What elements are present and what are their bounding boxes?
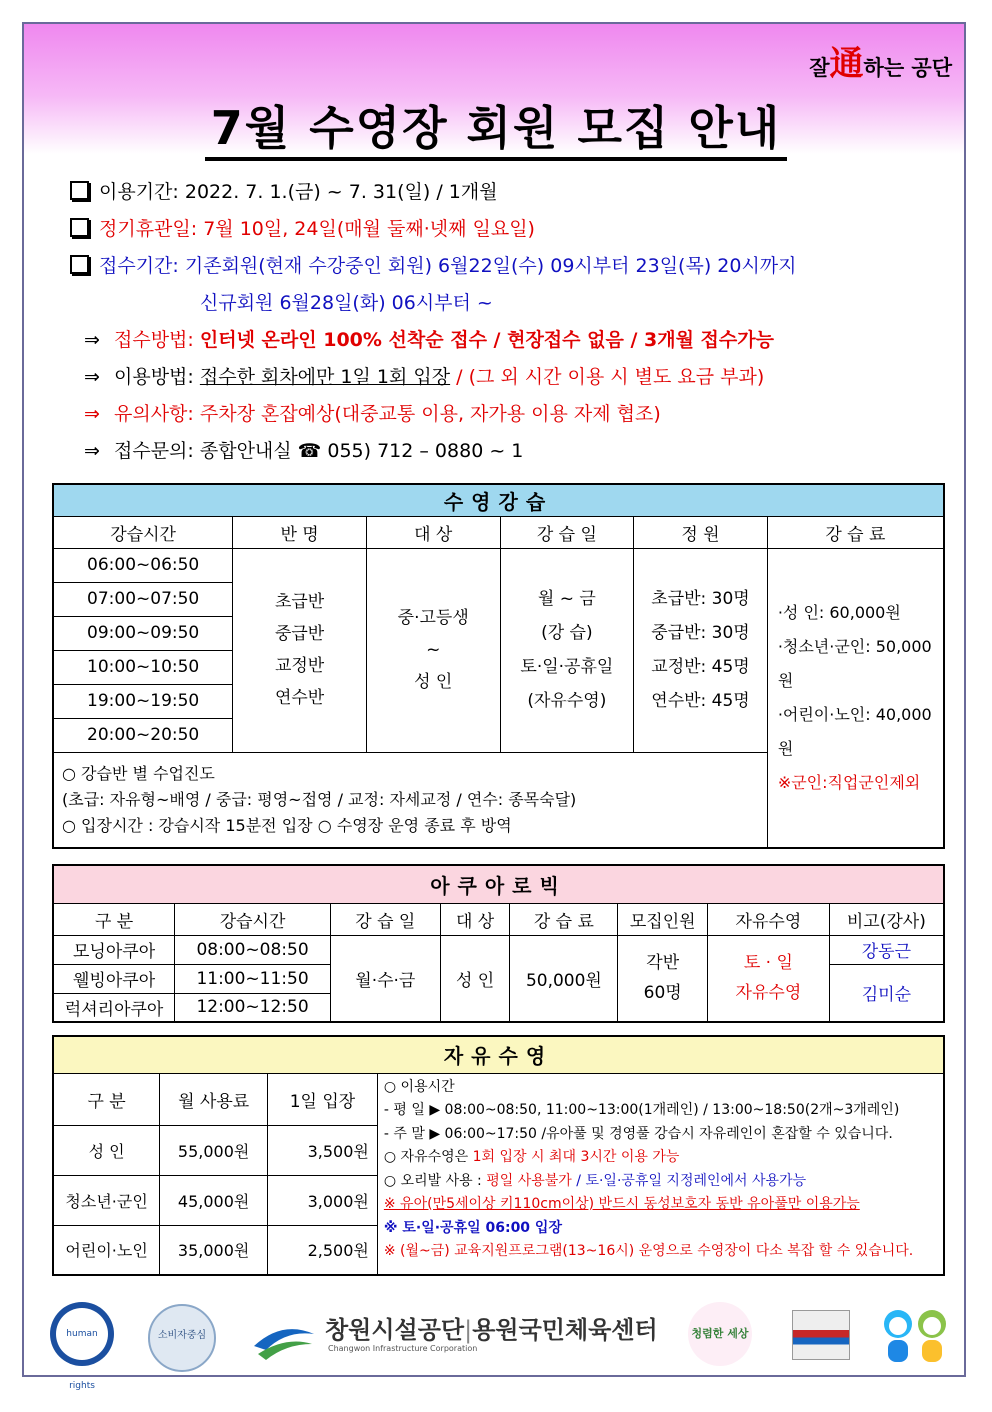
aqua-table [52,864,945,1023]
time-cell: 06:00~06:50 [53,548,233,582]
checkbox-icon [70,255,89,274]
corporation-emblem-icon [252,1316,316,1364]
col-header: 구 분 [53,903,175,935]
lessons-table [52,483,945,849]
col-header: 1일 입장 [268,1073,378,1125]
human-rights-logo: human rights [50,1302,114,1366]
time-cell: 07:00~07:50 [53,582,233,616]
col-header: 강 습 일 [330,903,440,935]
col-header: 대 상 [440,903,510,935]
free-kind: 청소년·군인 [53,1175,160,1225]
capacity-cell: 초급반: 30명 중급반: 30명 교정반: 45명 연수반: 45명 [634,548,768,752]
method-line: ⇒ 접수방법: 인터넷 온라인 100% 선착순 접수 / 현장접수 없음 / 3개월 접수가능 [84,329,774,351]
org-name: 창원시설공단|용원국민체육센터 [325,1316,658,1344]
closed-line: 정기휴관일: 7월 10일, 24일(매월 둘째·넷째 일요일) [70,215,950,252]
col-header: 자유수영 [708,903,830,935]
free-kind: 어린이·노인 [53,1225,160,1275]
aqua-target: 성 인 [440,935,510,1022]
col-header: 반 명 [233,516,367,548]
aqua-days: 월·수·금 [330,935,440,1022]
period-line: 이용기간: 2022. 7. 1.(금) ~ 7. 31(일) / 1개월 [70,178,950,215]
checkbox-icon [70,181,89,200]
free-kind: 성 인 [53,1125,160,1175]
free-day: 3,500원 [268,1125,378,1175]
days-cell: 월 ~ 금 (강 습) 토·일·공휴일 (자유수영) [500,548,634,752]
time-cell: 09:00~09:50 [53,616,233,650]
free-day: 2,500원 [268,1225,378,1275]
info-section [70,178,950,474]
mascot-icon [878,1304,954,1368]
inquiry-line: ⇒ 접수문의: 종합안내실 ☎ 055) 712 – 0880 ~ 1 [84,440,524,462]
col-header: 월 사용료 [160,1073,268,1125]
footer-logos [40,1300,960,1391]
aqua-time: 12:00~12:50 [175,993,331,1022]
aqua-time: 11:00~11:50 [175,964,331,993]
integrity-logo: 청렴한 세상 [688,1302,752,1366]
aqua-teacher: 강동근 [829,935,944,964]
checkbox-icon [70,218,89,237]
col-header: 비고(강사) [829,903,944,935]
free-notes: ○ 이용시간 - 평 일 ▶ 08:00~08:50, 11:00~13:00(1개레인) / 13:00~18:50(2개~3개레인) - 주 말 ▶ 06:00~17:50 /유아풀 및 경영풀 강습시 자유레인이 혼잡할 수 있습니다. ○ 자유수영은 1회 입장 시 최대 3시간 이용 가능 ○ 오리발 사용 : 평일 사용불가 / 토·일·공휴일 지정레인에서 사용가능 ※ 유아(만5세이상 키110cm이상) 반드시 동성보호자 동반 유아풀만 이용가능 ※ 토·일·공휴일 06:00 입장 ※ (월~금) 교육지원프로그램(13~16시) 운영으로 수영장이 다소 복잡 할 수 있습니다. [377,1073,944,1275]
usage-line: ⇒ 이용방법: 접수한 회차에만 1일 1회 입장 / (그 외 시간 이용 시 별도 요금 부과) [84,366,765,388]
aqua-teacher: 김미순 [829,964,944,1022]
col-header: 정 원 [634,516,768,548]
col-header: 강 습 료 [767,516,944,548]
free-caption: 자유수영 [53,1036,944,1073]
free-month: 55,000원 [160,1125,268,1175]
col-header: 강습시간 [53,516,233,548]
col-header: 구 분 [53,1073,160,1125]
aqua-name: 모닝아쿠아 [53,935,175,964]
free-day: 3,000원 [268,1175,378,1225]
lessons-notes: ○ 강습반 별 수업진도 (초급: 자유형~배영 / 중급: 평영~접영 / 교정: 자세교정 / 연수: 종목숙달) ○ 입장시간 : 강습시작 15분전 입장 ○ 수영장 운영 종료 후 방역 [53,752,767,848]
target-cell: 중·고등생 ~ 성 인 [366,548,500,752]
time-cell: 19:00~19:50 [53,684,233,718]
aqua-fee: 50,000원 [510,935,618,1022]
col-header: 강 습 료 [510,903,618,935]
free-swim-table [52,1035,945,1276]
free-month: 35,000원 [160,1225,268,1275]
time-cell: 10:00~10:50 [53,650,233,684]
aqua-name: 웰빙아쿠아 [53,964,175,993]
slogan: 잘通하는 공단 [809,44,952,84]
aqua-recruit: 각반 60명 [618,935,708,1022]
org-english: Changwon Infrastructure Corporation [328,1344,478,1353]
reception-line: 접수기간: 기존회원(현재 수강중인 회원) 6월22일(수) 09시부터 23일(목) 20시까지 [70,252,950,289]
col-header: 강 습 일 [500,516,634,548]
lessons-caption: 수영강습 [53,484,944,516]
consumer-logo: 소비자중심 [148,1304,216,1372]
aqua-free-swim: 토 · 일 자유수영 [708,935,830,1022]
fee-cell: ·성 인: 60,000원 ·청소년·군인: 50,000원 ·어린이·노인: 40,000원 ※군인:직업군인제외 [767,548,944,848]
page-title: 7월 수영장 회원 모집 안내 [0,92,992,158]
caution-line: ⇒ 유의사항: 주차장 혼잡예상(대중교통 이용, 자가용 이용 자제 협조) [84,403,661,425]
col-header: 강습시간 [175,903,331,935]
aqua-time: 08:00~08:50 [175,935,331,964]
col-header: 대 상 [366,516,500,548]
reception-line-2: 신규회원 6월28일(화) 06시부터 ~ [200,292,493,314]
col-header: 모집인원 [618,903,708,935]
time-cell: 20:00~20:50 [53,718,233,752]
aqua-name: 럭셔리아쿠아 [53,993,175,1022]
class-cell: 초급반 중급반 교정반 연수반 [233,548,367,752]
free-month: 45,000원 [160,1175,268,1225]
certificate-logo-icon [792,1310,850,1360]
aqua-caption: 아쿠아로빅 [53,865,944,903]
